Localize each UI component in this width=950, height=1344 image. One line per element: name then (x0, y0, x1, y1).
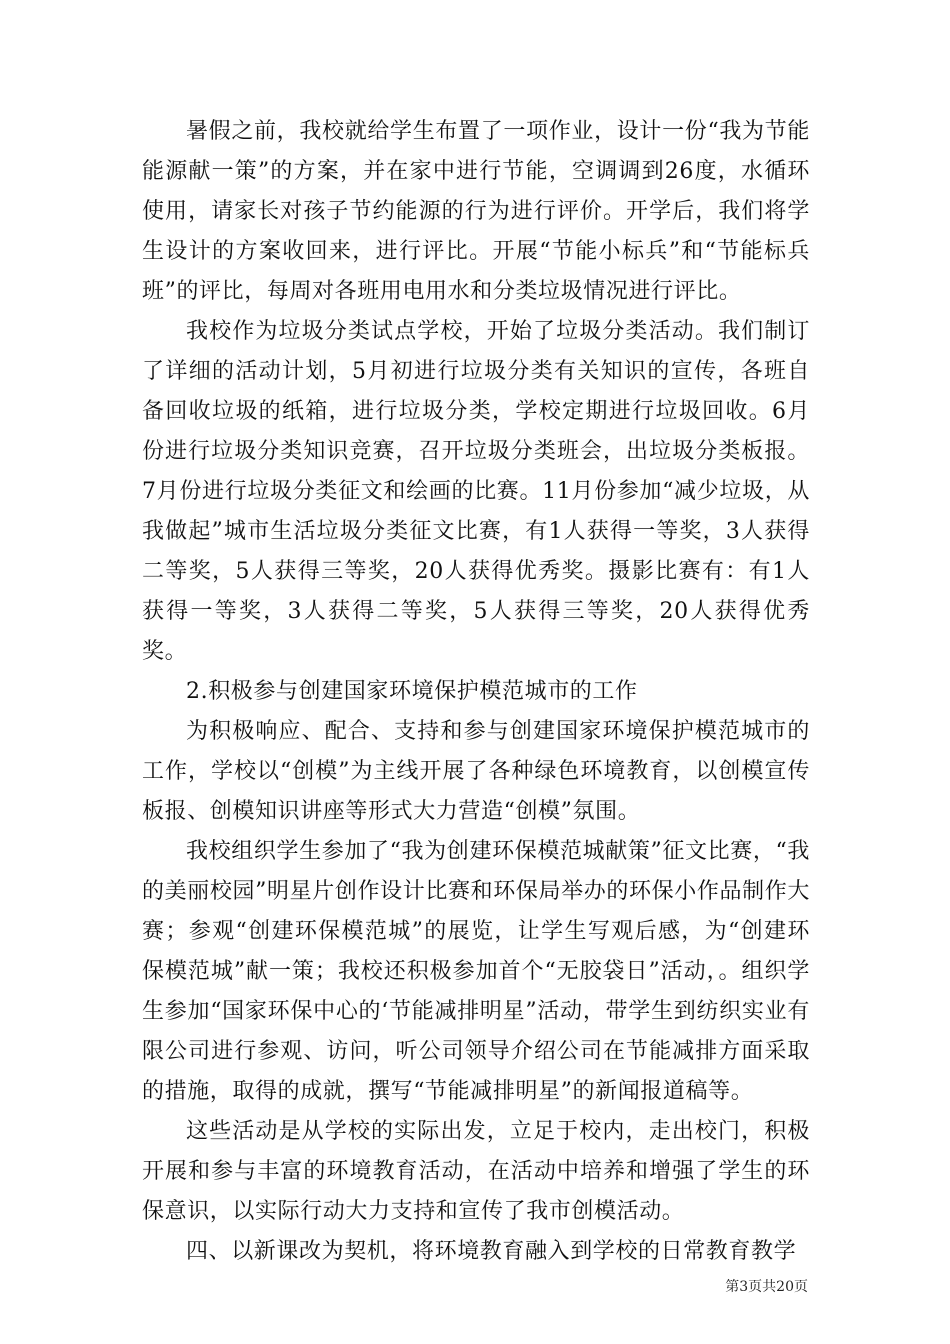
paragraph-model-city-activities: 我校组织学生参加了“我为创建环保模范城献策”征文比赛，“我的美丽校园”明星片创作设计比赛和环保局举办的环保小作品制作大赛；参观“创建环保模范城”的展览，让学生写观后感，为“创建环保模范城”献一策；我校还积极参加首个“无胶袋日”活动，。组织学生参加“国家环保中心的‘节能减排明星”活动，带学生到纺织实业有限公司进行参观、访问，听公司领导介绍公司在节能减排方面采取的措施，取得的成就，撰写“节能减排明星”的新闻报道稿等。 (142, 839, 810, 1104)
document-body (142, 112, 810, 1272)
section-heading-model-city: 2.积极参与创建国家环境保护模范城市的工作 (186, 679, 638, 704)
paragraph-model-city-intro: 为积极响应、配合、支持和参与创建国家环境保护模范城市的工作，学校以“创模”为主线开展了各种绿色环境教育，以创模宣传板报、创模知识讲座等形式大力营造“创模”氛围。 (142, 719, 810, 824)
paragraph-activities-summary: 这些活动是从学校的实际出发，立足于校内，走出校门，积极开展和参与丰富的环境教育活动，在活动中培养和增强了学生的环保意识，以实际行动大力支持和宣传了我市创模活动。 (142, 1119, 810, 1224)
paragraph-garbage-sorting: 我校作为垃圾分类试点学校，开始了垃圾分类活动。我们制订了详细的活动计划，5月初进行垃圾分类有关知识的宣传，各班自备回收垃圾的纸箱，进行垃圾分类，学校定期进行垃圾回收。6月份进行垃圾分类知识竞赛，召开垃圾分类班会，出垃圾分类板报。7月份进行垃圾分类征文和绘画的比赛。11月份参加“减少垃圾，从我做起”城市生活垃圾分类征文比赛，有1人获得一等奖，3人获得二等奖，5人获得三等奖，20人获得优秀奖。摄影比赛有：有1人获得一等奖，3人获得二等奖，5人获得三等奖，20人获得优秀奖。 (142, 319, 810, 664)
section-heading-new-curriculum: 四、以新课改为契机，将环境教育融入到学校的日常教育教学 (186, 1239, 797, 1264)
page-number-footer: 第3页共20页 (725, 1279, 808, 1295)
paragraph-energy-saving: 暑假之前，我校就给学生布置了一项作业，设计一份“我为节能能源献一策”的方案，并在家中进行节能，空调调到26度，水循环使用，请家长对孩子节约能源的行为进行评价。开学后，我们将学生设计的方案收回来，进行评比。开展“节能小标兵”和“节能标兵班”的评比，每周对各班用电用水和分类垃圾情况进行评比。 (142, 119, 810, 304)
